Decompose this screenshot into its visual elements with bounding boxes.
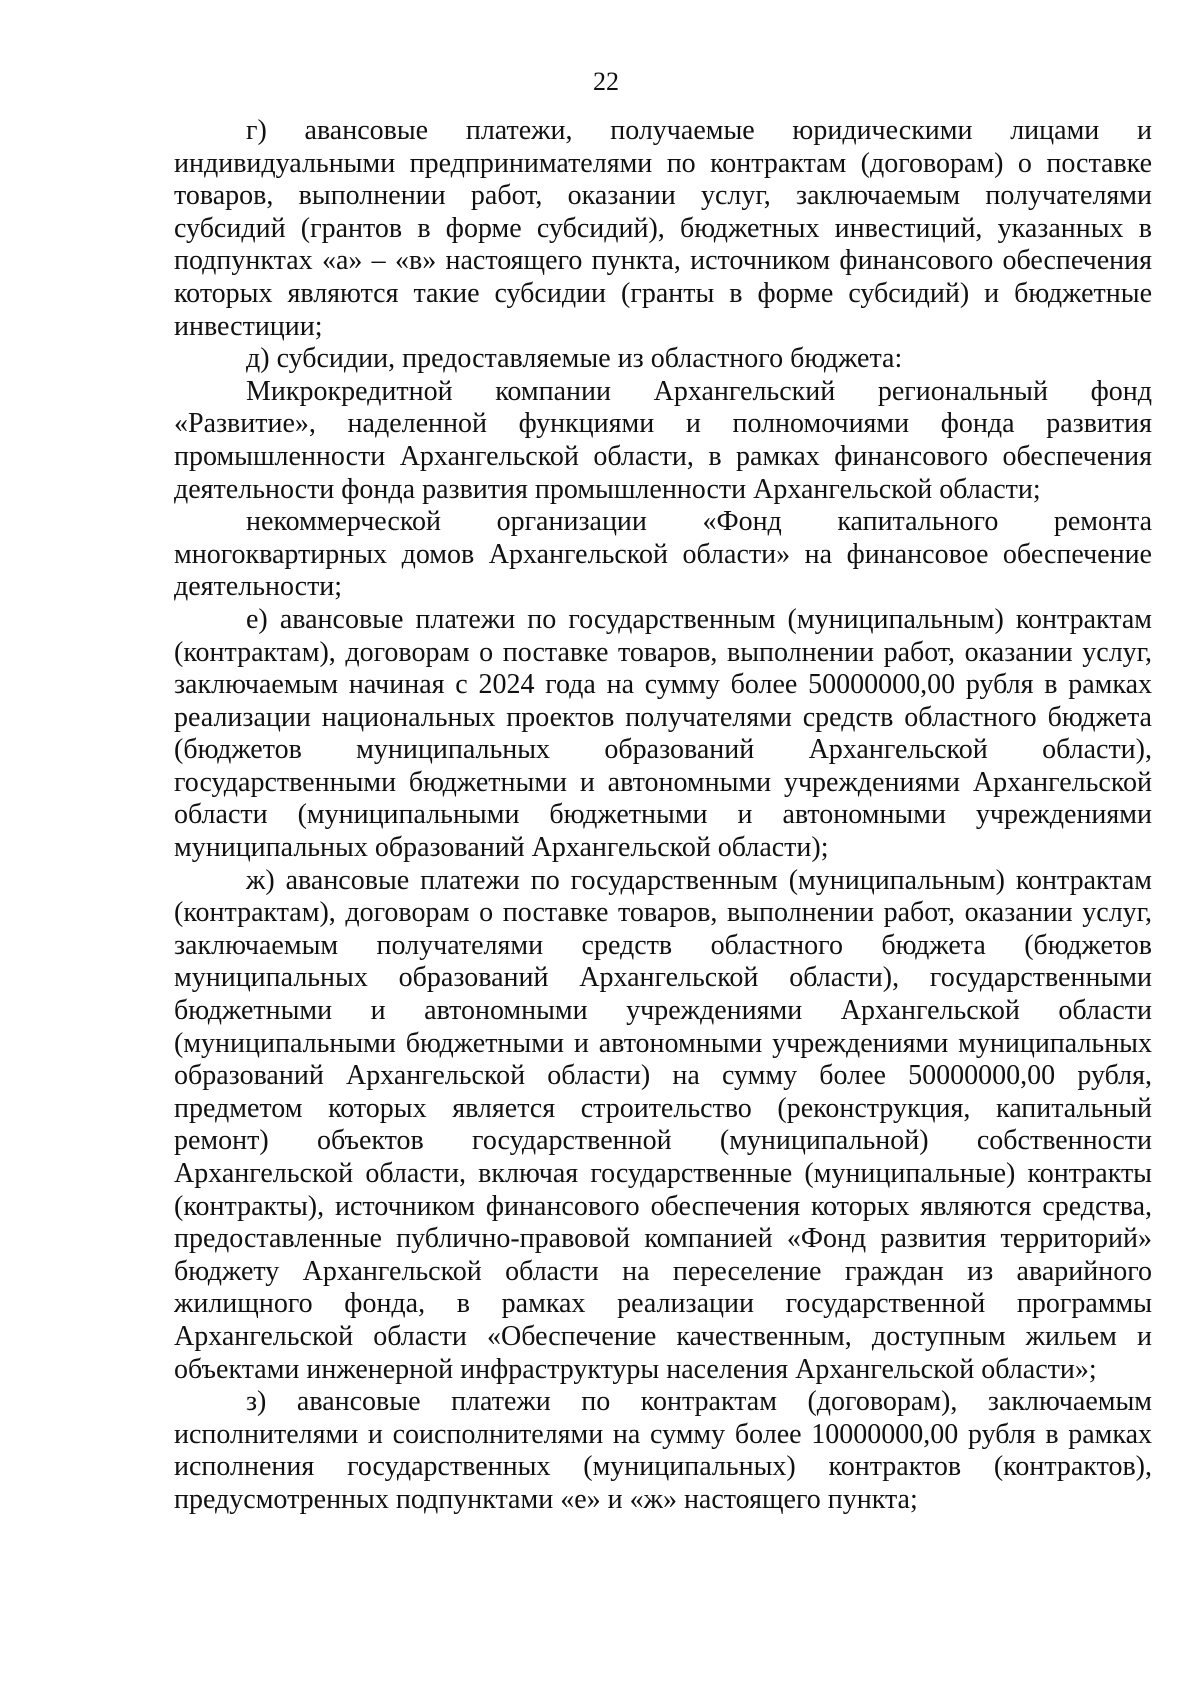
paragraph-d-nonprofit: некоммерческой организации «Фонд капитального ремонта многоквартирных домов Архангельской области» на финансовое обеспечение деятельности; bbox=[174, 506, 1152, 603]
paragraph-z: з) авансовые платежи по контрактам (договорам), заключаемым исполнителями и соисполнителями на сумму более 10000000,00 рубля в рамках исполнения государственных (муниципальных) контрактов (контрактов), предусмотренных подпунктами «е» и «ж» настоящего пункта; bbox=[174, 1386, 1152, 1515]
paragraph-g: г) авансовые платежи, получаемые юридическими лицами и индивидуальными предпринимателями по контрактам (договорам) о поставке товаров, выполнении работ, оказании услуг, заключаемым получателями субсидий (грантов в форме субсидий), бюджетных инвестиций, указанных в подпунктах «а» – «в» настоящего пункта, источником финансового обеспечения которых являются такие субсидии (гранты в форме субсидий) и бюджетные инвестиции; bbox=[174, 115, 1152, 342]
paragraph-d-microcredit: Микрокредитной компании Архангельский региональный фонд «Развитие», наделенной функциями и полномочиями фонда развития промышленности Архангельской области, в рамках финансового обеспечения деятельности фонда развития промышленности Архангельской области; bbox=[174, 375, 1152, 505]
document-body bbox=[174, 115, 1152, 1517]
paragraph-e: е) авансовые платежи по государственным (муниципальным) контрактам (контрактам), договорам о поставке товаров, выполнении работ, оказании услуг, заключаемым начиная с 2024 года на сумму более 50000000,00 рубля в рамках реализации национальных проектов получателями средств областного бюджета (бюджетов муниципальных образований Архангельской области), государственными бюджетными и автономными учреждениями Архангельской области (муниципальными бюджетными и автономными учреждениями муниципальных образований Архангельской области); bbox=[174, 603, 1152, 864]
page-number: 22 bbox=[593, 67, 619, 96]
paragraph-d: д) субсидии, предоставляемые из областного бюджета: bbox=[246, 343, 903, 375]
paragraph-zh: ж) авансовые платежи по государственным (муниципальным) контрактам (контрактам), договорам о поставке товаров, выполнении работ, оказании услуг, заключаемым получателями средств областного бюджета (бюджетов муниципальных образований Архангельской области), государственными бюджетными и автономными учреждениями Архангельской области (муниципальными бюджетными и автономными учреждениями муниципальных образований Архангельской области) на сумму более 50000000,00 рубля, предметом которых является строительство (реконструкция, капитальный ремонт) объектов государственной (муниципальной) собственности Архангельской области, включая государственные (муниципальные) контракты (контракты), источником финансового обеспечения которых являются средства, предоставленные публично-правовой компанией «Фонд развития территорий» бюджету Архангельской области на переселение граждан из аварийного жилищного фонда, в рамках реализации государственной программы Архангельской области «Обеспечение качественным, доступным жильем и объектами инженерной инфраструктуры населения Архангельской области»; bbox=[174, 864, 1152, 1385]
